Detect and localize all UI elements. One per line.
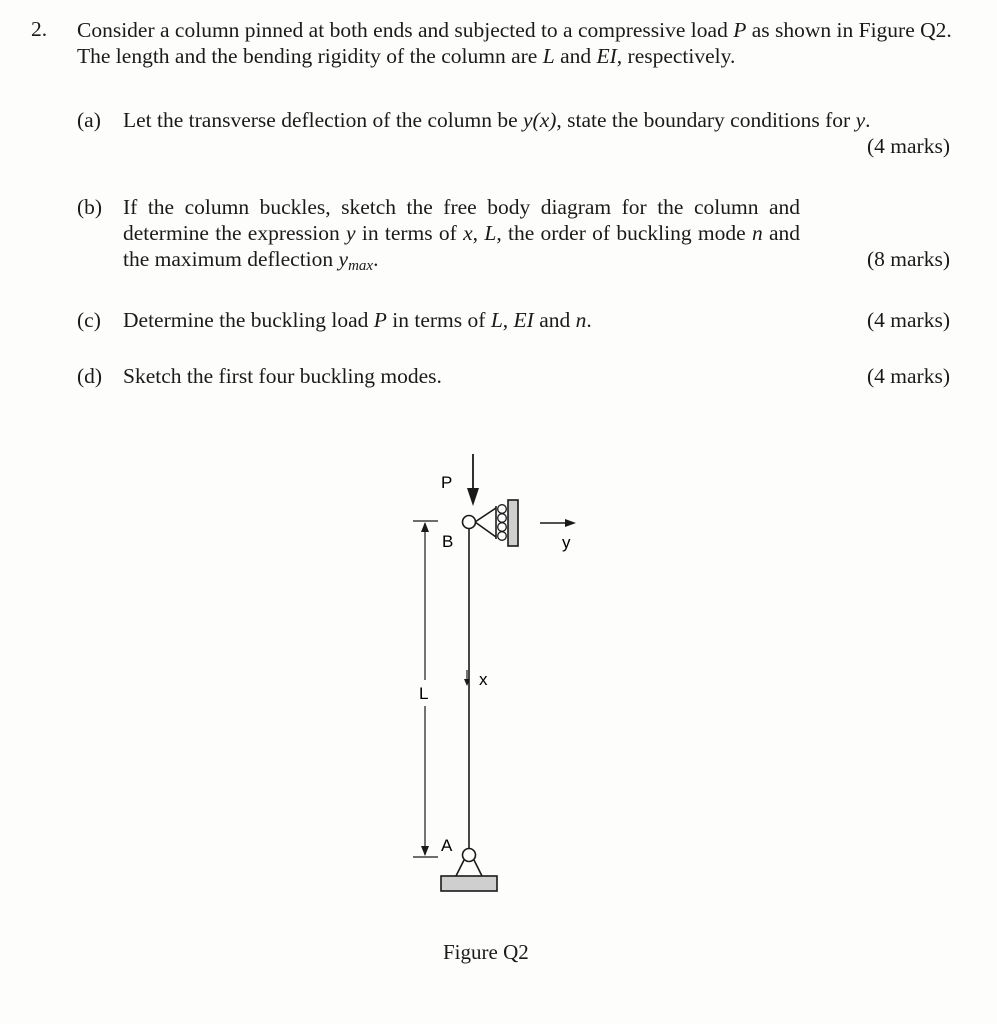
intro-text: and <box>554 44 597 68</box>
part-text: in terms of <box>355 221 464 245</box>
y-axis-label: y <box>562 533 571 552</box>
part-a-label: (a) <box>77 108 101 132</box>
load-label: P <box>441 473 453 492</box>
intro-text: , respectively. <box>616 44 736 68</box>
part-text: in terms of <box>386 308 491 332</box>
part-var: x <box>463 221 473 245</box>
question-number: 2. <box>31 17 48 41</box>
figure-caption: Figure Q2 <box>443 940 529 964</box>
part-text: Sketch the first four buckling modes. <box>123 364 442 388</box>
intro-var-ei: EI <box>596 44 617 68</box>
part-text: and the maximum deflection <box>123 221 801 271</box>
part-var: y <box>346 221 356 245</box>
part-text: and <box>533 308 576 332</box>
top-roller-support <box>463 500 519 546</box>
point-b-label: B <box>442 532 454 551</box>
part-var: y(x) <box>523 108 557 132</box>
part-text: , the order of buckling mode <box>496 221 752 245</box>
part-text: If the column buckles, sketch the free body diagram for the column and determine the expression <box>123 195 800 245</box>
part-text: , <box>502 308 514 332</box>
part-text: Determine the buckling load <box>123 308 374 332</box>
intro-var-l: L <box>542 44 555 68</box>
part-var: EI <box>513 308 534 332</box>
part-c-marks: (4 marks) <box>867 308 950 332</box>
part-b-marks: (8 marks) <box>867 247 950 271</box>
intro-var-p: P <box>733 18 747 42</box>
part-var: L <box>490 308 503 332</box>
part-var: n <box>751 221 763 245</box>
intro-text: Consider a column pinned at both ends and subjected to a compressive load <box>77 18 734 42</box>
part-text: . <box>865 108 871 132</box>
part-var: n <box>575 308 587 332</box>
part-text: . <box>373 247 379 271</box>
y-axis-arrow <box>540 519 576 527</box>
part-text: , state the boundary conditions for <box>556 108 856 132</box>
part-text: , <box>472 221 485 245</box>
part-text: Let the transverse deflection of the column be <box>123 108 523 132</box>
part-b-label: (b) <box>77 195 103 219</box>
part-var: y <box>338 247 349 271</box>
part-var: y <box>855 108 866 132</box>
x-axis-label: x <box>479 670 488 689</box>
load-arrow <box>467 454 479 506</box>
part-subscript: max <box>348 258 374 274</box>
part-var: L <box>484 221 497 245</box>
point-a-label: A <box>441 836 453 855</box>
part-d-label: (d) <box>77 364 103 388</box>
length-label: L <box>419 684 429 703</box>
part-c-label: (c) <box>77 308 101 332</box>
part-a-marks: (4 marks) <box>867 134 950 158</box>
part-var: P <box>373 308 387 332</box>
intro-text: as shown in Figure Q2. The length and the bending rigidity of the column are <box>77 18 952 68</box>
part-text: . <box>586 308 592 332</box>
part-d-marks: (4 marks) <box>867 364 950 388</box>
